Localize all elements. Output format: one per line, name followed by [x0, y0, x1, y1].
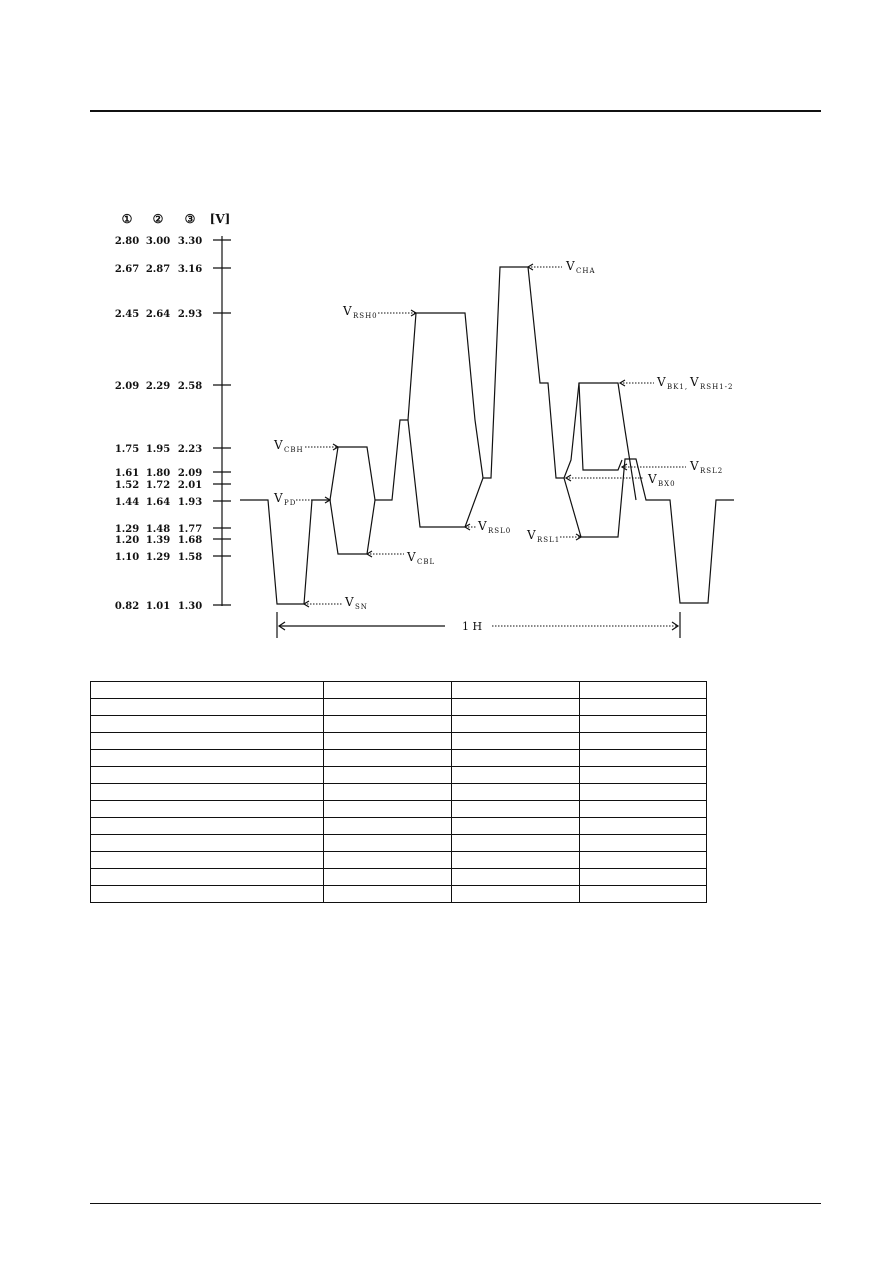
signal-label-rsh1-2: [689, 375, 733, 391]
table-cell: [452, 801, 580, 818]
scale-value: 2.45: [114, 309, 140, 320]
table-cell: [324, 801, 452, 818]
scale-value: 1.61: [114, 468, 140, 479]
table-cell: [452, 886, 580, 903]
table-cell: [324, 886, 452, 903]
scale-value: 1.95: [145, 444, 171, 455]
table-row: [91, 682, 707, 699]
table-cell: [324, 784, 452, 801]
signal-symbol: V: [343, 304, 352, 318]
scale-value: 1.20: [114, 535, 140, 546]
table-cell: [324, 869, 452, 886]
signal-label-cbh: [273, 438, 338, 454]
signal-label-cbl: [367, 550, 435, 566]
table-cell: [580, 716, 707, 733]
scale-value: 1.29: [145, 552, 171, 563]
table-cell: [452, 818, 580, 835]
table-row: [91, 784, 707, 801]
scale-value: 2.29: [145, 381, 171, 392]
table-row: [91, 801, 707, 818]
signal-symbol: V: [407, 550, 416, 564]
scale-header: ③: [184, 212, 196, 226]
signal-labels: [273, 259, 733, 611]
table-cell: [324, 750, 452, 767]
scale-value: 3.30: [177, 236, 203, 247]
table-row: [91, 699, 707, 716]
waveform-bk-plateau: [564, 383, 636, 500]
scale-value: 0.82: [114, 601, 140, 612]
table-cell: [580, 682, 707, 699]
table-cell: [324, 818, 452, 835]
scale-value: 1.75: [114, 444, 140, 455]
signal-symbol: V: [648, 472, 657, 486]
footer-rule: [90, 1203, 821, 1204]
table-row: [91, 886, 707, 903]
signal-subscript: SN: [355, 603, 368, 611]
signal-subscript: CHA: [576, 267, 596, 275]
scale-value: 1.10: [114, 552, 140, 563]
table-cell: [580, 699, 707, 716]
table-cell: [324, 699, 452, 716]
table-cell: [91, 886, 324, 903]
signal-subscript: RSH0: [353, 312, 378, 320]
waveform: [240, 267, 734, 604]
scale-value: 2.09: [114, 381, 140, 392]
signal-subscript: RSL1: [537, 536, 561, 544]
parameter-table: [90, 681, 707, 903]
signal-label-rsh0: [342, 304, 416, 320]
table-cell: [452, 784, 580, 801]
table-row: [91, 716, 707, 733]
table-cell: [580, 886, 707, 903]
table-cell: [580, 767, 707, 784]
signal-label-bx0: [566, 472, 676, 488]
table-cell: [324, 835, 452, 852]
signal-subscript: BK1,: [667, 383, 689, 391]
scale-value: 1.29: [114, 524, 140, 535]
signal-label-rsl1: [526, 528, 581, 544]
table-cell: [91, 784, 324, 801]
period-label: 1 H: [462, 620, 483, 633]
table-cell: [324, 682, 452, 699]
signal-label-bk1: [620, 375, 688, 391]
scale-value: 1.52: [114, 480, 140, 491]
table-cell: [324, 733, 452, 750]
scale-header: [V]: [209, 212, 231, 226]
signal-symbol: V: [690, 375, 699, 389]
table-cell: [91, 699, 324, 716]
scale-value: 3.16: [177, 264, 203, 275]
table-cell: [452, 767, 580, 784]
signal-symbol: V: [657, 375, 666, 389]
scale-value: 2.58: [177, 381, 203, 392]
table-cell: [91, 733, 324, 750]
table-cell: [91, 818, 324, 835]
scale-value: 2.93: [177, 309, 203, 320]
table-cell: [91, 716, 324, 733]
table-cell: [452, 835, 580, 852]
scale-value: 1.64: [145, 497, 171, 508]
scale-value: 1.30: [177, 601, 203, 612]
scale-value: 2.67: [114, 264, 140, 275]
table-cell: [452, 682, 580, 699]
signal-symbol: V: [274, 438, 283, 452]
signal-symbol: V: [566, 259, 575, 273]
scale-value: 2.87: [145, 264, 171, 275]
table-cell: [91, 682, 324, 699]
table-cell: [580, 784, 707, 801]
waveform-rsl2-step: [579, 383, 622, 470]
scale-value: 2.23: [177, 444, 203, 455]
signal-symbol: V: [690, 459, 699, 473]
table-row: [91, 750, 707, 767]
signal-subscript: RSH1-2: [700, 383, 734, 391]
table-row: [91, 767, 707, 784]
table-cell: [452, 852, 580, 869]
voltage-scale: [115, 212, 231, 612]
table-row: [91, 852, 707, 869]
scale-value: 1.48: [145, 524, 171, 535]
scale-value: 1.68: [177, 535, 203, 546]
table-cell: [580, 733, 707, 750]
signal-subscript: RSL2: [700, 467, 724, 475]
signal-subscript: CBL: [417, 558, 436, 566]
signal-subscript: PD: [284, 499, 297, 507]
scale-value: 1.80: [145, 468, 171, 479]
scale-value: 1.58: [177, 552, 203, 563]
scale-value: 3.00: [145, 236, 171, 247]
scale-value: 2.80: [114, 236, 140, 247]
signal-label-cha: [528, 259, 596, 275]
table-row: [91, 869, 707, 886]
scale-value: 2.01: [177, 480, 203, 491]
table-cell: [91, 835, 324, 852]
table-cell: [580, 852, 707, 869]
table-cell: [452, 716, 580, 733]
scale-header: ①: [121, 212, 133, 226]
signal-subscript: BX0: [658, 480, 676, 488]
waveform-lower-trace: [240, 267, 734, 604]
signal-symbol: V: [274, 491, 283, 505]
table-cell: [452, 733, 580, 750]
signal-subscript: RSL0: [488, 527, 512, 535]
scale-value: 1.01: [145, 601, 171, 612]
table-cell: [91, 869, 324, 886]
table-cell: [91, 750, 324, 767]
signal-symbol: V: [527, 528, 536, 542]
signal-symbol: V: [478, 519, 487, 533]
table-row: [91, 733, 707, 750]
signal-label-pd: [273, 491, 330, 507]
scale-value: 2.09: [177, 468, 203, 479]
table-cell: [324, 716, 452, 733]
scale-value: 1.93: [177, 497, 203, 508]
table-cell: [324, 852, 452, 869]
table-cell: [452, 869, 580, 886]
table-row: [91, 818, 707, 835]
scale-value: 1.77: [177, 524, 203, 535]
signal-label-rsl0: [465, 519, 511, 535]
table-row: [91, 835, 707, 852]
table-cell: [580, 835, 707, 852]
table-cell: [580, 801, 707, 818]
signal-symbol: V: [345, 595, 354, 609]
table-cell: [91, 852, 324, 869]
table-cell: [452, 699, 580, 716]
signal-label-sn: [304, 595, 368, 611]
table-cell: [324, 767, 452, 784]
scale-value: 1.72: [145, 480, 171, 491]
waveform-rsh0-plateau: [408, 313, 483, 478]
table-cell: [91, 801, 324, 818]
signal-subscript: CBH: [284, 446, 304, 454]
scale-value: 1.44: [114, 497, 140, 508]
table-cell: [580, 818, 707, 835]
scale-header: ②: [152, 212, 164, 226]
scale-value: 2.64: [145, 309, 171, 320]
table-cell: [580, 750, 707, 767]
period-indicator: [277, 612, 680, 638]
table-cell: [91, 767, 324, 784]
scale-value: 1.39: [145, 535, 171, 546]
table-cell: [580, 869, 707, 886]
waveform-upper-trace: [330, 447, 375, 500]
table-cell: [452, 750, 580, 767]
